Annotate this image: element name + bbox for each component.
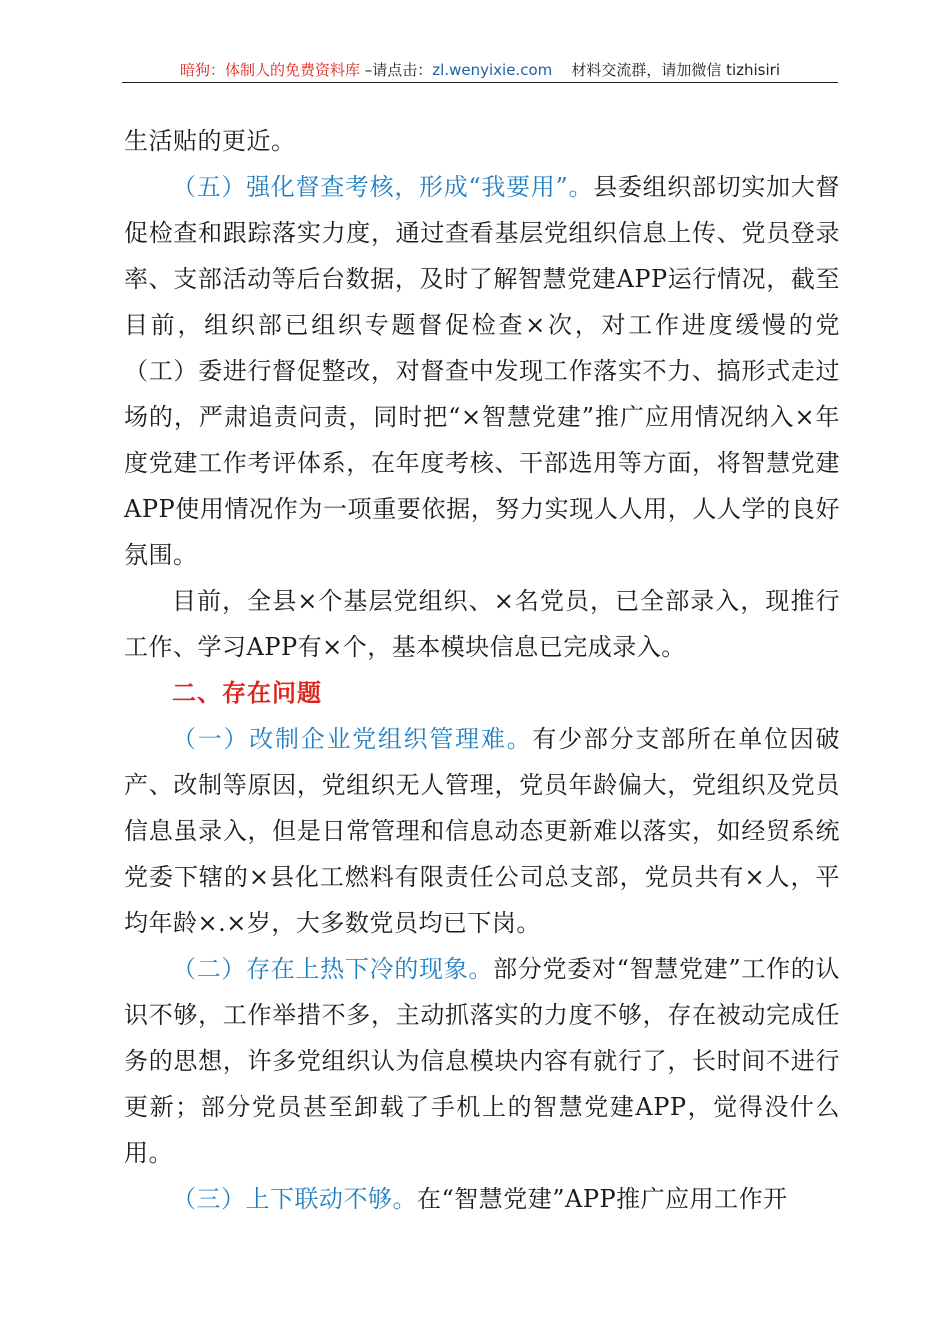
watermark-text: 暗狗：体制人的免费资料库: [180, 61, 361, 79]
paragraph-continuation: [124, 118, 840, 164]
watermark-separator: –请点击：: [360, 61, 433, 79]
issue-two: [124, 946, 840, 1176]
issue-one: [124, 716, 840, 946]
paragraph-summary: [124, 578, 840, 670]
issue-lead: （一）改制企业党组织管理难。: [172, 725, 533, 753]
issue-three: [124, 1176, 840, 1222]
document-body: [124, 118, 840, 1222]
section-heading: 二、存在问题: [172, 679, 322, 707]
paragraph-lead: （五）强化督查考核，形成“我要用”。: [172, 173, 594, 201]
page-header: [122, 58, 838, 83]
issue-lead: （二）存在上热下冷的现象。: [172, 955, 494, 983]
watermark-contact: [552, 61, 780, 79]
issue-text: 在“智慧党建”APP推广应用工作开: [417, 1185, 788, 1213]
paragraph-five: [124, 164, 840, 578]
paragraph-text: 县委组织部切实加大督促检查和跟踪落实力度，通过查看基层党组织信息上传、党员登录率、支部活动等后台数据，及时了解智慧党建APP运行情况，截至目前，组织部已组织专题督促检查×次，对工作进度缓慢的党（工）委进行督促整改，对督查中发现工作落实不力、搞形式走过场的，严肃追责问责，同时把“×智慧党建”推广应用情况纳入×年度党建工作考评体系，在年度考核、干部选用等方面，将智慧党建APP使用情况作为一项重要依据，努力实现人人用，人人学的良好氛围。: [124, 173, 841, 569]
contact-text: 材料交流群，请加微信 tizhisiri: [571, 61, 780, 79]
paragraph-text: 目前，全县×个基层党组织、×名党员，已全部录入，现推行工作、学习APP有×个，基本模块信息已完成录入。: [124, 587, 840, 661]
paragraph-text: 生活贴的更近。: [124, 127, 296, 155]
issue-lead: （三）上下联动不够。: [172, 1185, 417, 1213]
issue-text: 有少部分支部所在单位因破产、改制等原因，党组织无人管理，党员年龄偏大，党组织及党员信息虽录入，但是日常管理和信息动态更新难以落实，如经贸系统党委下辖的×县化工燃料有限责任公司总支部，党员共有×人，平均年龄×.×岁，大多数党员均已下岗。: [124, 725, 840, 937]
watermark-link[interactable]: zl.wenyixie.com: [432, 61, 553, 79]
issue-text: 部分党委对“智慧党建”工作的认识不够，工作举措不多，主动抓落实的力度不够，存在被动完成任务的思想，许多党组织认为信息模块内容有就行了，长时间不进行更新；部分党员甚至卸载了手机上的智慧党建APP，觉得没什么用。: [124, 955, 840, 1167]
